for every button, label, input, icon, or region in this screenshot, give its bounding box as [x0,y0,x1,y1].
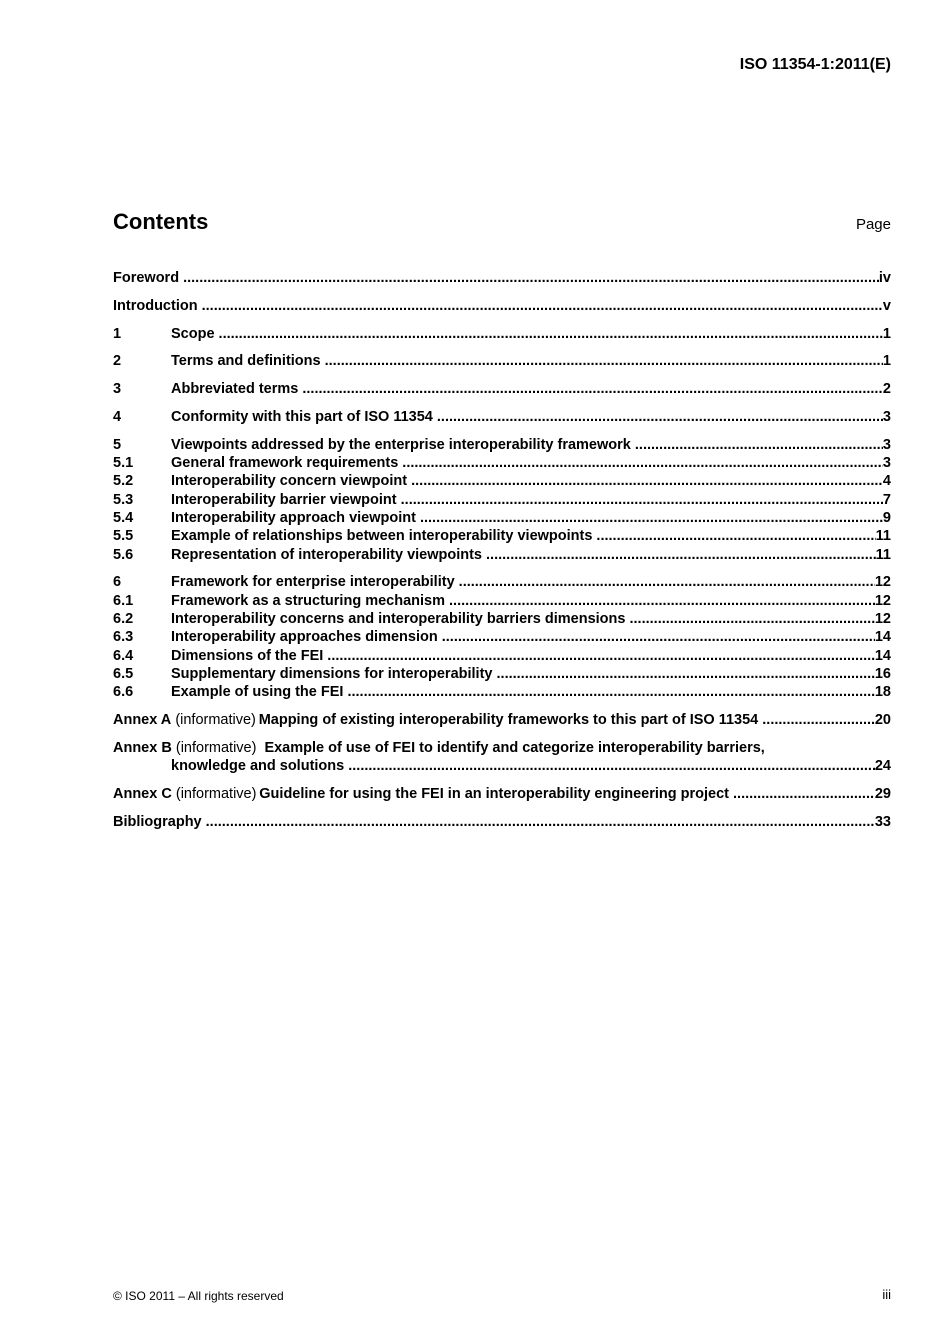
toc-group-2 [113,352,891,370]
toc-entry-1[interactable] [113,325,891,343]
toc-entry-5[interactable] [113,436,891,454]
toc-entry-number: 6.2 [113,610,134,627]
toc-entry-number: 3 [113,381,122,398]
toc-group-6 [113,573,891,701]
toc-group-4 [113,408,891,426]
toc-entry-page: 16 [874,665,891,682]
toc-entry-number: 4 [113,408,122,425]
toc-entry-5-2[interactable] [113,472,891,490]
toc-entry-page: 9 [882,509,891,526]
toc-entry-page: 29 [874,785,891,802]
annex-type: (informative) [175,739,257,756]
toc-group-1 [113,325,891,343]
toc-entry-5-6[interactable] [113,546,891,564]
toc-entry-title: Conformity with this part of ISO 11354 ..... [171,408,883,426]
toc-entry-3[interactable] [113,380,891,398]
toc-group-introduction [113,297,891,315]
toc-entry-title: Supplementary dimensions for interoperability ..... [171,665,875,683]
toc-entry-page: 11 [875,546,891,563]
annex-label: Annex C [113,785,172,802]
toc-entry-title: Example of relationships between interoperability viewpoints ..... [171,527,876,545]
toc-entry-title: Viewpoints addressed by the enterprise interoperability framework ..... [171,436,883,454]
toc-entry-page: 24 [874,758,891,775]
toc-entry-page: 3 [882,408,891,425]
toc-entry-number: 2 [113,353,122,370]
toc-group-annex-c [113,785,891,803]
toc-entry-number: 1 [113,325,122,342]
annex-type: (informative) [175,785,257,802]
toc-group-annex-b [113,739,891,776]
toc-entry-annex-b-continued[interactable] [113,757,891,775]
toc-entry-6-6[interactable] [113,683,891,701]
toc-entry-title: Abbreviated terms ..... [171,380,883,398]
toc-entry-title: Interoperability barrier viewpoint ..... [171,491,883,509]
toc-entry-6[interactable] [113,573,891,591]
toc-entry-number: 6.6 [113,684,134,701]
toc-entry-title: Mapping of existing interoperability frameworks to this part of ISO 11354 ..... [259,711,875,729]
toc-entry-number: 6 [113,574,122,591]
toc-entry-title: Interoperability approach viewpoint ..... [171,509,883,527]
toc-group-annex-a [113,711,891,729]
toc-entry-page: 33 [874,813,891,830]
annex-type: (informative) [175,711,256,728]
toc-entry-number: 6.4 [113,647,134,664]
toc-entry-5-1[interactable] [113,454,891,472]
toc-group-5 [113,436,891,564]
toc-entry-title: Framework as a structuring mechanism ..... [171,592,875,610]
document-reference: ISO 11354-1:2011(E) [739,56,891,73]
toc-entry-number: 5.2 [113,473,134,490]
toc-entry-title: Foreword ..... [113,269,879,287]
toc-entry-introduction[interactable] [113,297,891,315]
toc-entry-title: Representation of interoperability viewpoints ..... [171,546,876,564]
toc-group-3 [113,380,891,398]
toc-group-bibliography [113,813,891,831]
table-of-contents [113,269,891,840]
toc-entry-page: 20 [874,711,891,728]
toc-entry-number: 6.3 [113,629,134,646]
toc-entry-title: Framework for enterprise interoperability ..... [171,573,875,591]
toc-entry-number: 5.3 [113,491,134,508]
toc-entry-page: 14 [874,647,891,664]
toc-entry-page: 7 [882,491,891,508]
toc-entry-title: Example of using the FEI ..... [171,683,875,701]
toc-group-foreword [113,269,891,287]
toc-entry-5-3[interactable] [113,491,891,509]
toc-entry-title: Bibliography ..... [113,813,875,831]
toc-entry-title: Interoperability approaches dimension ..... [171,628,875,646]
toc-entry-annex-b[interactable] [113,739,891,757]
toc-entry-page: iv [878,270,891,286]
toc-entry-6-1[interactable] [113,592,891,610]
toc-entry-page: 3 [882,436,891,453]
toc-entry-page: 12 [874,592,891,609]
toc-entry-page: v [882,297,891,314]
toc-entry-title-line1: Example of use of FEI to identify and categorize interoperability barriers, [264,739,765,756]
toc-entry-bibliography[interactable] [113,813,891,831]
toc-entry-title: Guideline for using the FEI in an interoperability engineering project ..... [259,785,875,803]
toc-entry-number: 5 [113,436,122,453]
toc-entry-6-3[interactable] [113,628,891,646]
toc-entry-title: Terms and definitions ..... [171,352,883,370]
toc-entry-6-4[interactable] [113,647,891,665]
toc-entry-title: General framework requirements ..... [171,454,883,472]
toc-entry-number: 6.5 [113,665,134,682]
toc-entry-number: 5.6 [113,546,134,563]
toc-entry-page: 2 [882,381,891,398]
toc-entry-page: 3 [882,455,891,472]
toc-entry-page: 4 [882,473,891,490]
toc-entry-5-4[interactable] [113,509,891,527]
toc-entry-6-5[interactable] [113,665,891,683]
contents-heading: Contents [113,209,209,234]
toc-entry-page: 12 [874,574,891,591]
toc-entry-title: Scope ..... [171,325,883,343]
toc-entry-page: 1 [882,325,891,342]
toc-entry-annex-c[interactable] [113,785,891,803]
toc-entry-2[interactable] [113,352,891,370]
footer-page-number: iii [882,1287,891,1302]
toc-entry-number: 6.1 [113,592,134,609]
toc-entry-page: 11 [875,528,891,545]
toc-entry-4[interactable] [113,408,891,426]
toc-entry-number: 5.5 [113,528,134,545]
toc-entry-page: 1 [882,353,891,370]
toc-entry-page: 14 [874,629,891,646]
annex-label: Annex A [113,711,172,728]
toc-entry-title: Interoperability concern viewpoint ..... [171,472,883,490]
toc-entry-number: 5.1 [113,455,134,472]
toc-entry-number: 5.4 [113,509,134,526]
toc-entry-foreword[interactable] [113,269,891,287]
toc-entry-page: 12 [874,610,891,627]
toc-entry-page: 18 [874,684,891,701]
toc-entry-title: Introduction ..... [113,297,883,315]
toc-entry-annex-a[interactable] [113,711,891,729]
toc-entry-5-5[interactable] [113,527,891,545]
page-column-label: Page [855,216,891,233]
toc-entry-title: Interoperability concerns and interoperability barriers dimensions ..... [171,610,875,628]
toc-entry-6-2[interactable] [113,610,891,628]
toc-entry-title-line2: knowledge and solutions ..... [171,757,875,775]
toc-entry-title: Dimensions of the FEI ..... [171,647,875,665]
annex-label: Annex B [113,739,172,756]
footer-copyright: © ISO 2011 – All rights reserved [113,1289,284,1303]
